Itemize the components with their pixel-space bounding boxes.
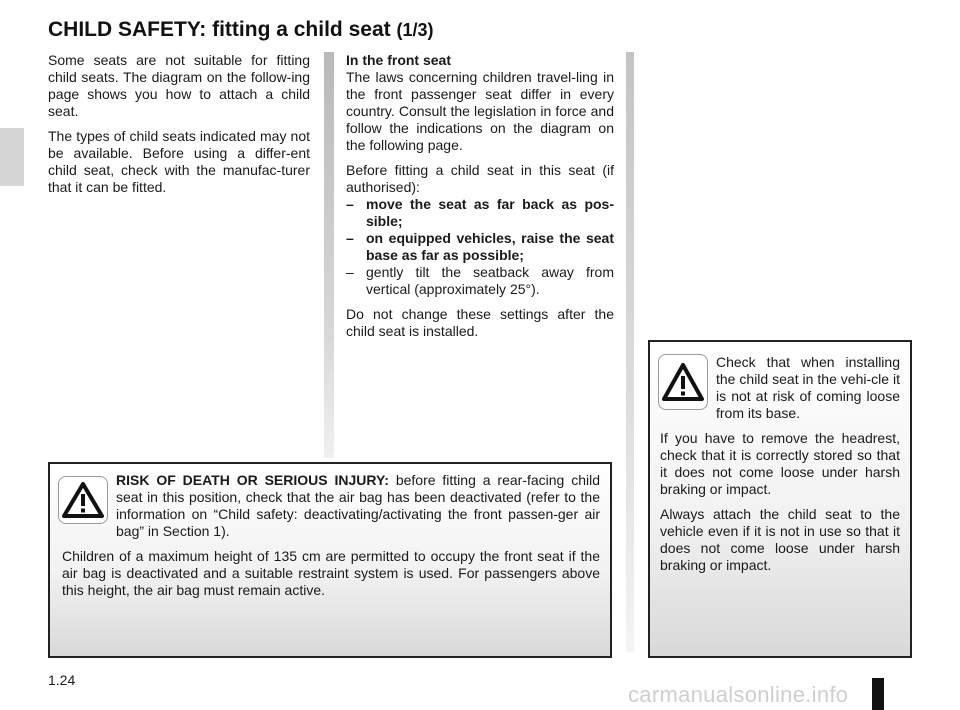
watermark: carmanualsonline.info [628,682,849,707]
closing-text: Do not change these settings after the child seat is installed. [346,306,614,339]
side-warning-box [648,340,912,658]
column-divider [324,52,334,458]
airbag-warning-lead [62,472,600,540]
title-page-count: (1/3) [396,20,434,40]
side-warning-paragraph: Always attach the child seat to the vehicle even if it is not in use so that it does not come loose under harsh braking or impact. [660,506,900,573]
list-item [346,196,614,230]
risk-text: before fitting a rear-facing child seat in this position, check that the air bag has been deactivated (refer to the information on “Child safety: deactivating/activating the front passen-ger air bag” in Section 1). [116,472,600,539]
list-item [346,230,614,264]
step-text: on equipped vehicles, raise the seat base as far as possible; [366,230,614,263]
airbag-warning-body: Children of a maximum height of 135 cm are permitted to occupy the front seat if the air bag is deactivated and a suitable restraint system is used. For passengers above this height, the air bag must remain active. [62,548,600,598]
airbag-warning-box [48,462,612,658]
side-warning-paragraph: If you have to remove the headrest, check that it is correctly stored so that it does not come loose under harsh braking or impact. [660,430,900,497]
page-title [48,18,433,42]
step-text: gently tilt the seatback away from vertical (approximately 25°). [366,264,614,297]
left-paragraph: Some seats are not suitable for fitting child seats. The diagram on the follow-ing page shows you how to attach a child seat. [48,52,310,119]
fitting-steps-list [346,196,614,298]
left-paragraph: The types of child seats indicated may not be available. Before using a differ-ent child seat, check with the manufac-turer that it can be fitted. [48,128,310,195]
page-number: 1.24 [48,672,76,688]
front-seat-section [346,52,614,154]
list-item [346,264,614,298]
dash-marker: – [346,196,354,212]
corner-mark [872,678,884,710]
dash-marker: – [346,264,354,280]
side-warning-lead: Check that when installing the child seat in the vehi-cle it is not at risk of coming loose from its base. [716,354,900,421]
risk-heading: RISK OF DEATH OR SERIOUS INJURY: [116,472,389,488]
step-text: move the seat as far back as pos-sible; [366,196,614,229]
warning-triangle-icon [658,354,708,410]
section-side-tab [0,128,24,186]
front-seat-heading: In the front seat [346,52,452,68]
before-fitting-text: Before fitting a child seat in this seat (if authorised): [346,162,614,195]
column-divider [626,52,634,652]
warning-triangle-icon [58,476,108,524]
front-seat-intro: The laws concerning children travel-ling in the front passenger seat differ in every country. Consult the legislation in force and follow the indications on the diagram on the following page. [346,69,614,153]
title-text: CHILD SAFETY: fitting a child seat [48,18,391,41]
dash-marker: – [346,230,354,246]
left-column [48,52,310,204]
middle-column [346,52,614,348]
